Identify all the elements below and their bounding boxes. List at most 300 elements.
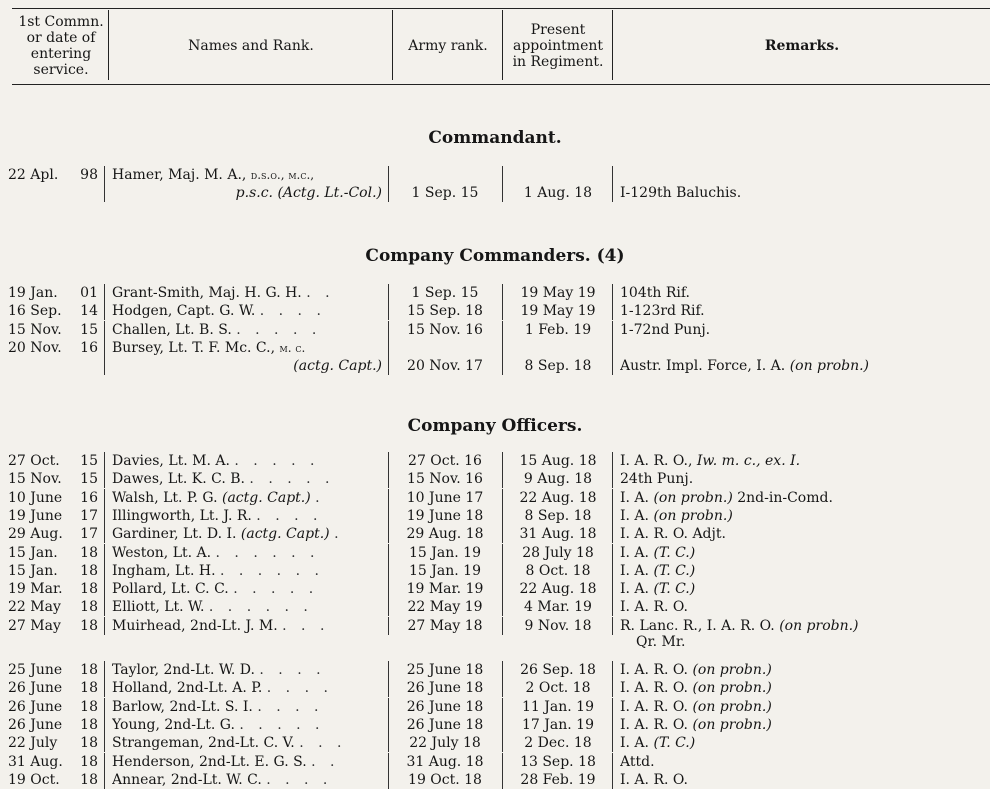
- leader-dots: . . .: [299, 735, 347, 752]
- army-rank-date: 25 June 18: [406, 662, 484, 678]
- table-row: [0, 452, 990, 470]
- officer-name-text: Challen, Lt. B. S.: [112, 321, 232, 338]
- column-rule: [104, 716, 105, 734]
- table-row: [0, 525, 990, 543]
- column-rule: [388, 452, 389, 470]
- column-rule: [612, 302, 613, 320]
- remarks-italic: (T. C.): [653, 544, 696, 561]
- column-rule: [388, 661, 389, 679]
- table-row: [0, 617, 990, 653]
- column-rule: [502, 598, 503, 616]
- commission-year: 18: [80, 771, 98, 788]
- column-rule: [612, 544, 613, 562]
- leader-dots: . . . . . .: [219, 562, 324, 579]
- table-header: [0, 0, 990, 86]
- commission-year: 18: [80, 698, 98, 715]
- appointment-date: 9 Nov. 18: [524, 617, 592, 634]
- column-rule: [104, 771, 105, 789]
- remarks-italic: (T. C.): [653, 581, 696, 598]
- column-rule: [104, 302, 105, 320]
- commission-year: 16: [80, 339, 98, 356]
- column-rule: [612, 507, 613, 525]
- army-rank-date: 27 May 18: [407, 617, 483, 634]
- commission-date: 19 Oct.: [8, 771, 60, 788]
- column-rule: [612, 580, 613, 598]
- officer-name: [112, 661, 382, 679]
- commission-date: 19 June: [8, 507, 63, 524]
- commission-date: 25 June: [8, 662, 63, 678]
- officer-name: [112, 753, 382, 771]
- column-rule: [104, 734, 105, 752]
- appointment-date: 19 May 19: [520, 303, 596, 320]
- table-row: [0, 661, 990, 679]
- remarks-continuation: Qr. Mr.: [636, 633, 686, 650]
- army-rank-date: 27 Oct. 16: [408, 453, 482, 469]
- column-rule: [502, 562, 503, 580]
- column-rule: [502, 771, 503, 789]
- remarks-text: I. A.: [620, 507, 654, 524]
- officer-name: [112, 507, 382, 525]
- section-title: [0, 246, 990, 266]
- leader-dots: . . . . .: [239, 716, 325, 733]
- army-rank-date: 10 June 17: [406, 489, 484, 506]
- table-row: [0, 507, 990, 525]
- remarks: [620, 525, 988, 543]
- column-rule: [612, 679, 613, 697]
- officer-honours: m. c.: [279, 340, 306, 355]
- officer-name-text: Ingham, Lt. H.: [112, 562, 216, 579]
- column-rule: [104, 661, 105, 679]
- remarks-text: I. A. R. O.: [620, 662, 693, 678]
- army-rank-date: 15 Sep. 18: [407, 303, 483, 320]
- column-rule: [104, 184, 105, 202]
- commission-date: 19 Mar.: [8, 581, 63, 598]
- header-divider: [108, 10, 109, 80]
- officer-name: [112, 321, 382, 339]
- army-rank-date: 26 June 18: [406, 716, 484, 733]
- commission-date: 15 Nov.: [8, 471, 62, 488]
- appointment-date: 22 Aug. 18: [519, 581, 597, 598]
- commission-date: 15 Jan.: [8, 544, 58, 561]
- remarks: [620, 184, 988, 202]
- column-rule: [388, 734, 389, 752]
- appointment-date: 8 Oct. 18: [525, 562, 591, 579]
- commission-date: 31 Aug.: [8, 753, 63, 770]
- commission-date: 27 May: [8, 617, 61, 634]
- column-rule: [612, 166, 613, 184]
- remarks-text: R. Lanc. R., I. A. R. O.: [620, 617, 780, 634]
- appointment-date: 13 Sep. 18: [520, 753, 596, 770]
- column-rule: [104, 489, 105, 507]
- remarks-italic: (T. C.): [653, 562, 696, 579]
- remarks-text: I. A. R. O.: [620, 680, 693, 697]
- leader-dots: . . . . .: [249, 471, 335, 488]
- army-rank-date: 1 Sep. 15: [411, 185, 479, 201]
- column-rule: [612, 661, 613, 679]
- commission-year: 98: [80, 167, 98, 183]
- commission-date: 16 Sep.: [8, 303, 62, 320]
- remarks: [620, 562, 988, 580]
- leader-dots: . .: [311, 753, 340, 770]
- column-rule: [612, 771, 613, 789]
- column-rule: [388, 302, 389, 320]
- column-rule: [388, 357, 389, 375]
- officer-name-text: Annear, 2nd-Lt. W. C.: [112, 771, 262, 788]
- officer-name-text: Young, 2nd-Lt. G.: [112, 716, 235, 733]
- remarks-text: I. A. R. O.: [620, 698, 693, 715]
- army-rank-date: 15 Jan. 19: [409, 562, 481, 579]
- officer-name-text: Hamer, Maj. M. A.,: [112, 167, 251, 183]
- commission-date: 26 June: [8, 680, 63, 697]
- remarks-italic: (on probn.): [653, 507, 733, 524]
- column-rule: [502, 339, 503, 357]
- section-title-text: Company Commanders.: [365, 246, 591, 266]
- remarks-italic: (on probn.): [692, 716, 772, 733]
- table-row: [0, 734, 990, 752]
- column-rule: [388, 184, 389, 202]
- officer-name: [112, 302, 382, 320]
- column-rule: [502, 716, 503, 734]
- header-remarks: Remarks.: [764, 38, 840, 54]
- table-row: [0, 753, 990, 771]
- column-rule: [388, 525, 389, 543]
- remarks: [620, 321, 988, 339]
- column-rule: [612, 698, 613, 716]
- commission-date: 27 Oct.: [8, 453, 60, 469]
- header-line: Present: [530, 22, 586, 38]
- officer-name-text: Holland, 2nd-Lt. A. P.: [112, 680, 263, 697]
- column-rule: [502, 507, 503, 525]
- officer-honours: d.s.o., m.c.,: [250, 168, 315, 182]
- leader-dots: . . . . .: [234, 453, 320, 469]
- army-rank-date: 19 Mar. 19: [406, 581, 484, 598]
- commission-year: 18: [80, 599, 98, 616]
- leader-dots: . .: [306, 285, 335, 301]
- leader-dots: . . . .: [259, 303, 326, 320]
- remarks-tail: 2nd-in-Comd.: [732, 489, 833, 506]
- column-rule: [502, 753, 503, 771]
- column-rule: [502, 452, 503, 470]
- leader-dots: . . . .: [259, 662, 326, 678]
- header-line: appointment: [512, 38, 604, 54]
- remarks-text: Attd.: [620, 753, 655, 770]
- header-divider: [612, 10, 613, 80]
- header-line: in Regiment.: [512, 54, 604, 70]
- remarks-italic: (on probn.): [692, 680, 772, 697]
- appointment-date: 19 May 19: [520, 285, 596, 301]
- table-row: [0, 598, 990, 616]
- remarks-text: I. A. R. O.: [620, 771, 688, 788]
- officer-name: [112, 166, 382, 184]
- remarks-italic: (on probn.): [653, 489, 733, 506]
- leader-dots: . . . . .: [236, 321, 322, 338]
- name-continuation: (actg. Capt.): [293, 357, 382, 374]
- officer-name-text: Hodgen, Capt. G. W.: [112, 303, 256, 320]
- remarks-text: I. A. R. O.: [620, 599, 688, 616]
- column-rule: [612, 716, 613, 734]
- header-army-rank: Army rank.: [408, 38, 488, 54]
- commission-year: 18: [80, 544, 98, 561]
- remarks-italic: (on probn.): [692, 662, 772, 678]
- appointment-date: 9 Aug. 18: [523, 471, 593, 488]
- commission-year: 15: [80, 453, 98, 469]
- army-rank-date: 31 Aug. 18: [406, 753, 484, 770]
- column-rule: [502, 580, 503, 598]
- header-top-rule: [12, 8, 990, 9]
- column-rule: [388, 698, 389, 716]
- leader-dots: . . . . . .: [208, 599, 313, 616]
- leader-dots: . . . .: [266, 771, 333, 788]
- commission-year: 18: [80, 716, 98, 733]
- commission-year: 15: [80, 321, 98, 338]
- army-rank-date: 15 Jan. 19: [409, 544, 481, 561]
- officer-name-text: Grant-Smith, Maj. H. G. H.: [112, 285, 302, 301]
- commission-date: 19 Jan.: [8, 285, 58, 301]
- commission-year: 18: [80, 662, 98, 678]
- column-rule: [104, 357, 105, 375]
- remarks-text: Austr. Impl. Force, I. A.: [620, 357, 790, 374]
- column-rule: [502, 679, 503, 697]
- column-rule: [104, 598, 105, 616]
- section-title-text: Company Officers.: [407, 416, 583, 436]
- leader-dots: . . . .: [266, 680, 333, 697]
- army-rank-date: 26 June 18: [406, 698, 484, 715]
- appointment-date: 22 Aug. 18: [519, 489, 597, 506]
- officer-name: [112, 339, 382, 357]
- column-rule: [104, 166, 105, 184]
- column-rule: [502, 698, 503, 716]
- remarks-italic: (on probn.): [789, 357, 870, 374]
- column-rule: [502, 617, 503, 635]
- appointment-date: 15 Aug. 18: [519, 453, 597, 469]
- remarks: [620, 679, 988, 697]
- commission-date: 10 June: [8, 489, 63, 506]
- commission-year: 18: [80, 735, 98, 752]
- remarks-text: I. A. R. O. Adjt.: [620, 526, 726, 543]
- remarks-text: I. A. R. O.,: [620, 453, 697, 469]
- officer-name: [112, 544, 382, 562]
- commission-date: 20 Nov.: [8, 339, 62, 356]
- officer-name: [112, 562, 382, 580]
- remarks: [620, 753, 988, 771]
- commission-date: 29 Aug.: [8, 526, 63, 543]
- column-rule: [502, 284, 503, 302]
- section-title-text: Commandant.: [428, 128, 562, 148]
- remarks: [620, 507, 988, 525]
- table-row: [0, 698, 990, 716]
- remarks-italic: (T. C.): [653, 735, 696, 752]
- remarks-italic: (on probn.): [779, 617, 859, 634]
- column-rule: [502, 470, 503, 488]
- remarks-text: 1-123rd Rif.: [620, 303, 705, 320]
- remarks: [620, 598, 988, 616]
- column-rule: [612, 753, 613, 771]
- table-row: [0, 302, 990, 320]
- table-row: [0, 470, 990, 488]
- column-rule: [502, 184, 503, 202]
- appointment-date: 26 Sep. 18: [520, 662, 596, 678]
- officer-acting-rank: (actg. Capt.): [240, 526, 330, 543]
- officer-name: [112, 771, 382, 789]
- appointment-date: 2 Oct. 18: [525, 680, 591, 697]
- remarks: [620, 716, 988, 734]
- commission-year: 18: [80, 581, 98, 598]
- column-rule: [502, 489, 503, 507]
- appointment-date: 11 Jan. 19: [522, 698, 594, 715]
- officer-name-text: Pollard, Lt. C. C.: [112, 581, 229, 598]
- officer-name: [112, 580, 382, 598]
- column-rule: [612, 734, 613, 752]
- leader-dots: .: [315, 489, 325, 506]
- remarks: [620, 771, 988, 789]
- remarks-text: I. A.: [620, 544, 654, 561]
- column-rule: [388, 771, 389, 789]
- commission-date: 22 Apl.: [8, 167, 59, 183]
- column-rule: [612, 452, 613, 470]
- remarks-text: I-129th Baluchis.: [620, 185, 742, 201]
- appointment-date: 28 Feb. 19: [520, 771, 596, 788]
- column-rule: [388, 544, 389, 562]
- officer-name: [112, 452, 382, 470]
- table-row: [0, 489, 990, 507]
- column-rule: [104, 679, 105, 697]
- leader-dots: .: [334, 526, 344, 543]
- officer-name: [112, 734, 382, 752]
- officer-name-text: Davies, Lt. M. A.: [112, 453, 230, 469]
- column-rule: [104, 698, 105, 716]
- commission-year: 18: [80, 562, 98, 579]
- officer-name-text: Barlow, 2nd-Lt. S. I.: [112, 698, 253, 715]
- remarks-italic: Iw. m. c., ex. I.: [696, 453, 801, 469]
- name-continuation: p.s.c. (Actg. Lt.-Col.): [235, 185, 382, 201]
- officer-name-text: Gardiner, Lt. D. I.: [112, 526, 241, 543]
- appointment-date: 1 Feb. 19: [524, 321, 592, 338]
- remarks: [620, 452, 988, 470]
- commission-year: 18: [80, 617, 98, 634]
- appointment-date: 8 Sep. 18: [524, 357, 592, 374]
- column-rule: [388, 716, 389, 734]
- column-rule: [104, 470, 105, 488]
- column-rule: [388, 598, 389, 616]
- column-rule: [612, 598, 613, 616]
- commission-year: 01: [80, 285, 98, 301]
- officer-name: [112, 698, 382, 716]
- remarks: [620, 357, 988, 375]
- leader-dots: . . . . . .: [215, 544, 320, 561]
- officer-name-text: Taylor, 2nd-Lt. W. D.: [112, 662, 255, 678]
- commission-year: 15: [80, 471, 98, 488]
- army-rank-date: 19 June 18: [406, 507, 484, 524]
- header-line: service.: [33, 62, 89, 78]
- table-row: [0, 562, 990, 580]
- army-rank-date: 15 Nov. 16: [407, 471, 483, 488]
- officer-name: [112, 470, 382, 488]
- column-rule: [104, 617, 105, 635]
- officer-name: [112, 617, 382, 635]
- remarks: [620, 580, 988, 598]
- table-row: [0, 716, 990, 734]
- appointment-date: 8 Sep. 18: [524, 507, 592, 524]
- leader-dots: . . . . .: [233, 581, 319, 598]
- appointment-date: 2 Dec. 18: [524, 735, 592, 752]
- remarks: [620, 544, 988, 562]
- commission-date: 15 Jan.: [8, 562, 58, 579]
- officer-name-text: Walsh, Lt. P. G.: [112, 489, 222, 506]
- commission-year: 17: [80, 526, 98, 543]
- column-rule: [388, 339, 389, 357]
- column-rule: [388, 489, 389, 507]
- column-rule: [612, 321, 613, 339]
- appointment-date: 4 Mar. 19: [524, 599, 592, 616]
- army-rank-date: 22 May 19: [407, 599, 483, 616]
- commission-date: 26 June: [8, 716, 63, 733]
- column-rule: [388, 507, 389, 525]
- column-rule: [388, 321, 389, 339]
- appointment-date: 31 Aug. 18: [519, 526, 597, 543]
- leader-dots: . . . .: [256, 507, 323, 524]
- commission-year: 16: [80, 489, 98, 506]
- officer-name-text: Dawes, Lt. K. C. B.: [112, 471, 245, 488]
- army-rank-date: 1 Sep. 15: [411, 285, 479, 301]
- column-rule: [104, 284, 105, 302]
- column-rule: [104, 339, 105, 357]
- column-rule: [388, 617, 389, 635]
- commission-date: 22 May: [8, 599, 61, 616]
- column-rule: [388, 753, 389, 771]
- officer-name-text: Muirhead, 2nd-Lt. J. M.: [112, 617, 278, 634]
- remarks: [620, 489, 988, 507]
- header-line: 1st Commn.: [18, 14, 104, 30]
- officer-acting-rank: (actg. Capt.): [222, 489, 311, 506]
- header-first-commission: [14, 10, 108, 82]
- commission-date: 15 Nov.: [8, 321, 62, 338]
- table-row: [0, 321, 990, 339]
- army-rank-date: 29 Aug. 18: [406, 526, 484, 543]
- remarks: [620, 734, 988, 752]
- officer-name: [112, 525, 382, 543]
- column-rule: [502, 302, 503, 320]
- column-rule: [502, 166, 503, 184]
- leader-dots: . . .: [282, 617, 330, 634]
- officer-name: [112, 679, 382, 697]
- header-divider: [502, 10, 503, 80]
- column-rule: [104, 321, 105, 339]
- remarks-text: 1-72nd Punj.: [620, 321, 711, 338]
- remarks-text: I. A.: [620, 562, 654, 579]
- commission-year: 14: [80, 303, 98, 320]
- remarks: [620, 661, 988, 679]
- appointment-date: 1 Aug. 18: [523, 185, 593, 201]
- header-divider: [392, 10, 393, 80]
- commission-date: 26 June: [8, 698, 63, 715]
- section-title: [0, 416, 990, 436]
- section-title: [0, 128, 990, 148]
- column-rule: [388, 562, 389, 580]
- column-rule: [104, 525, 105, 543]
- remarks-text: 24th Punj.: [620, 471, 694, 488]
- officer-name-text: Bursey, Lt. T. F. Mc. C.,: [112, 339, 280, 356]
- column-rule: [612, 339, 613, 357]
- appointment-date: 28 July 18: [522, 544, 594, 561]
- army-rank-date: 19 Oct. 18: [408, 771, 482, 788]
- column-rule: [612, 489, 613, 507]
- officer-name-text: Strangeman, 2nd-Lt. C. V.: [112, 735, 295, 752]
- column-rule: [104, 580, 105, 598]
- column-rule: [104, 753, 105, 771]
- remarks-text: I. A.: [620, 735, 654, 752]
- column-rule: [612, 284, 613, 302]
- table-row: [0, 679, 990, 697]
